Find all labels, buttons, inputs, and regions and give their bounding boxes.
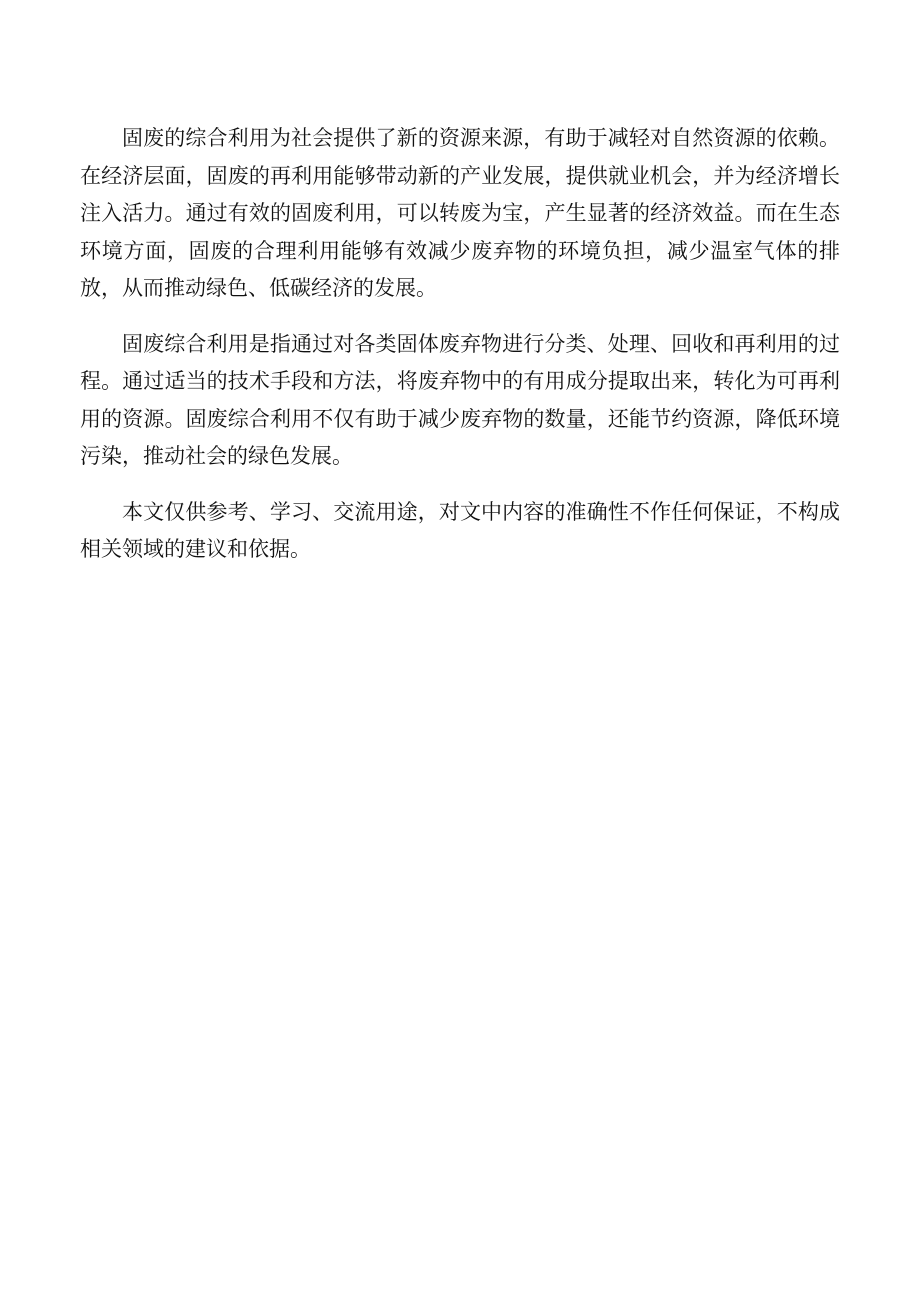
paragraph-solid-waste-definition: 固废综合利用是指通过对各类固体废弃物进行分类、处理、回收和再利用的过程。通过适当的技术手段和方法，将废弃物中的有用成分提取出来，转化为可再利用的资源。固废综合利用不仅有助于减少废弃物的数量，还能节约资源，降低环境污染，推动社会的绿色发展。 bbox=[80, 331, 840, 468]
paragraph-disclaimer: 本文仅供参考、学习、交流用途，对文中内容的准确性不作任何保证，不构成相关领域的建议和依据。 bbox=[80, 499, 840, 561]
paragraph-solid-waste-benefits: 固废的综合利用为社会提供了新的资源来源，有助于减轻对自然资源的依赖。在经济层面，固废的再利用能够带动新的产业发展，提供就业机会，并为经济增长注入活力。通过有效的固废利用，可以转废为宝，产生显著的经济效益。而在生态环境方面，固废的合理利用能够有效减少废弃物的环境负担，减少温室气体的排放，从而推动绿色、低碳经济的发展。 bbox=[80, 126, 840, 300]
document-body bbox=[80, 120, 840, 587]
